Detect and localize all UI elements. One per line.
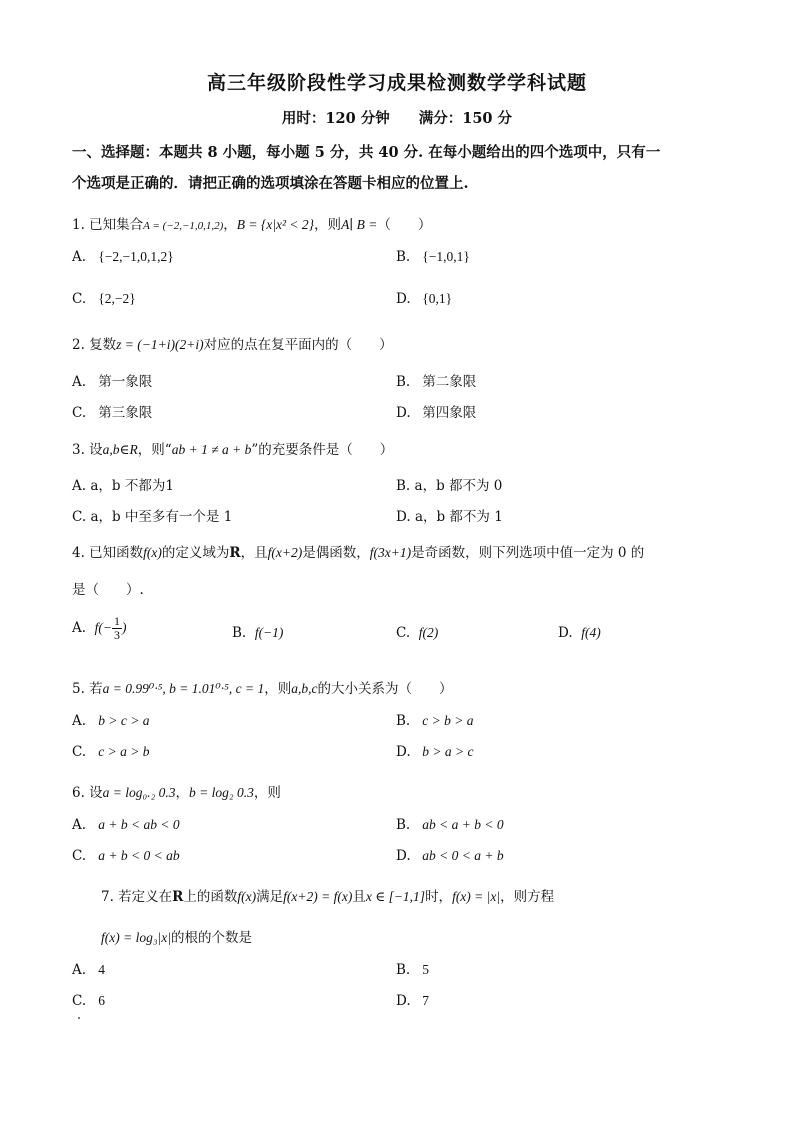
q4-text-3: ，且 [240, 545, 268, 561]
option-label: D. [396, 744, 411, 760]
stray-mark [78, 1017, 80, 1019]
q7-text-5: 时， [425, 889, 453, 905]
question-4-line2: 是（ ）. [72, 582, 144, 598]
option-text: {2,−2} [98, 291, 136, 306]
option-text: b > c > a [98, 713, 150, 728]
q7-text-4: 且 [352, 889, 366, 905]
q6-option-c[interactable] [72, 848, 180, 864]
q3-option-b[interactable] [396, 474, 502, 494]
option-text: 5 [422, 962, 430, 977]
option-label: D. [396, 993, 411, 1009]
option-text: 4 [98, 962, 106, 977]
option-text: a，b 不都为1 [90, 478, 174, 494]
option-text: a，b 中至多有一个是 1 [90, 509, 233, 525]
option-label: C. [72, 744, 87, 760]
option-label: B. [396, 713, 411, 729]
option-label: D. [396, 509, 411, 525]
option-label: B. [396, 817, 411, 833]
q2-expr: z = (−1+i)(2+i) [116, 337, 204, 352]
q4-f1: f(x) [143, 545, 162, 560]
q3-text: 设 [89, 442, 103, 458]
q3-vars: a,b∈R [102, 442, 138, 457]
q4-f2: f(x+2) [267, 545, 303, 560]
option-label: D. [396, 291, 411, 307]
q7-text: 若定义在 [118, 889, 173, 905]
q6-option-a[interactable] [72, 817, 180, 833]
q7-option-a[interactable] [72, 962, 105, 978]
q3-text-3: ”的充要条件是（ ） [251, 442, 394, 458]
option-text: ab < 0 < a + b [422, 848, 504, 863]
q1-text-2: ，则 [314, 217, 342, 233]
option-label: C. [72, 509, 87, 525]
q4-number: 4. [72, 545, 90, 561]
q1-text: 已知集合 [89, 217, 144, 233]
option-label: C. [72, 405, 87, 421]
q1-option-d[interactable] [396, 291, 452, 307]
q5-text-3: 的大小关系为（ ） [317, 681, 453, 697]
option-label: D. [396, 405, 411, 421]
q7-text-2: 上的函数 [183, 889, 238, 905]
denominator: 3 [114, 628, 120, 642]
q3-option-c[interactable] [72, 505, 232, 525]
q1-sep: ， [223, 217, 237, 233]
q4-option-b[interactable] [232, 625, 283, 641]
q1-expr: A∣ B = [341, 217, 378, 232]
option-text-close: ) [122, 620, 127, 635]
q1-set-a: A = (−2,−1,0,1,2) [143, 220, 224, 232]
q3-option-a[interactable] [72, 474, 174, 494]
q5-vars: a,b,c [291, 681, 318, 696]
q2-text: 复数 [89, 337, 117, 353]
q7-eq1: f(x+2) = f(x) [283, 889, 353, 904]
option-label: A. [72, 374, 87, 390]
q7-text-3: 满足 [256, 889, 284, 905]
q4-text-2: 的定义域为 [161, 545, 230, 561]
q2-option-a[interactable] [72, 370, 152, 390]
q1-text-3: （ ） [377, 217, 432, 233]
q5-text-2: ，则 [264, 681, 292, 697]
question-2 [72, 333, 393, 353]
q3-option-d[interactable] [396, 505, 503, 525]
option-text: 第四象限 [422, 405, 477, 421]
q1-option-a[interactable] [72, 249, 174, 265]
q7-option-c[interactable] [72, 993, 105, 1009]
option-label: C. [72, 291, 87, 307]
option-text: {0,1} [422, 291, 453, 306]
q7-text-6: ，则方程 [500, 889, 555, 905]
q3-text-2: ，则“ [137, 442, 172, 458]
question-7 [101, 885, 554, 905]
q5-expr: a = 0.99⁰·⁵, b = 1.01⁰·⁵, c = 1 [102, 681, 265, 696]
option-text: f(− [94, 620, 112, 635]
option-label: A. [72, 620, 87, 636]
q2-option-b[interactable] [396, 370, 476, 390]
option-label: B. [396, 478, 411, 494]
q7-number: 7. [101, 889, 119, 905]
q1-number: 1. [72, 217, 90, 233]
q2-text-2: 对应的点在复平面内的（ ） [203, 337, 393, 353]
option-text: 第二象限 [422, 374, 477, 390]
q6-text: 设 [89, 785, 103, 801]
exam-info: 用时：120 分钟 满分：150 分 [281, 110, 513, 127]
option-text: 第三象限 [98, 405, 153, 421]
q5-number: 5. [72, 681, 90, 697]
option-text: 7 [422, 993, 430, 1008]
q4-option-c[interactable] [396, 625, 438, 641]
question-1 [72, 213, 431, 233]
q4-f3: f(3x+1) [369, 545, 412, 560]
q5-text: 若 [89, 681, 103, 697]
option-text: a + b < ab < 0 [98, 817, 180, 832]
option-text: a，b 都不为 1 [414, 509, 503, 525]
q7-option-d[interactable] [396, 993, 429, 1009]
q7-option-b[interactable] [396, 962, 429, 978]
q1-option-b[interactable] [396, 249, 470, 265]
option-text: b > a > c [422, 744, 474, 759]
q7-R: R [172, 889, 184, 905]
q6-option-d[interactable] [396, 848, 504, 864]
numerator: 1 [114, 614, 120, 628]
q2-option-d[interactable] [396, 401, 476, 421]
q5-option-d[interactable] [396, 744, 474, 760]
page-title: 高三年级阶段性学习成果检测数学学科试题 [206, 72, 587, 94]
section-heading-line2: 个选项是正确的．请把正确的选项填涂在答题卡相应的位置上. [72, 175, 469, 192]
option-label: C. [396, 625, 411, 641]
q4-text-4: 是偶函数， [302, 545, 370, 561]
fraction [112, 615, 122, 642]
option-text: 6 [98, 993, 106, 1008]
option-label: A. [72, 478, 87, 494]
q7-line2-text: 的根的个数是 [170, 930, 252, 946]
question-5 [72, 677, 452, 697]
q7-f1: f(x) [237, 889, 257, 904]
q2-number: 2. [72, 337, 90, 353]
q6-b-expr: b = log₂ 0.3 [189, 785, 254, 800]
q6-a-expr: a = log₀.₂ 0.3 [102, 785, 176, 800]
q2-option-c[interactable] [72, 401, 152, 421]
option-label: B. [396, 249, 411, 265]
option-text: {−1,0,1} [422, 249, 470, 264]
section-heading-line1: 一、选择题：本题共 8 小题，每小题 5 分，共 40 分. 在每小题给出的四个选项中，只有一 [72, 144, 661, 161]
option-label: C. [72, 993, 87, 1009]
option-text: a，b 都不为 0 [414, 478, 503, 494]
option-text: f(4) [581, 625, 601, 640]
q7-cond: x ∈ [−1,1] [365, 889, 426, 904]
option-label: A. [72, 713, 87, 729]
question-4 [72, 541, 644, 561]
option-text: a + b < 0 < ab [98, 848, 180, 863]
q6-sep: ， [175, 785, 190, 801]
q5-option-c[interactable] [72, 744, 150, 760]
q1-option-c[interactable] [72, 291, 136, 307]
question-3 [72, 438, 393, 458]
option-label: B. [232, 625, 247, 641]
option-label: B. [396, 962, 411, 978]
question-6 [72, 781, 281, 801]
option-text: f(−1) [254, 625, 284, 640]
q5-option-a[interactable] [72, 713, 150, 729]
option-label: B. [396, 374, 411, 390]
q3-expr: ab + 1 ≠ a + b [171, 442, 252, 457]
q4-option-d[interactable] [558, 625, 601, 641]
q7-eq2: f(x) = |x| [452, 889, 501, 904]
option-text: {−2,−1,0,1,2} [98, 249, 174, 264]
option-text: 第一象限 [98, 374, 153, 390]
option-label: D. [396, 848, 411, 864]
q1-set-b: B = {x|x² < 2} [236, 217, 315, 232]
q3-number: 3. [72, 442, 90, 458]
q6-text-2: ，则 [253, 785, 281, 801]
option-text: c > a > b [98, 744, 150, 759]
option-text: ab < a + b < 0 [422, 817, 504, 832]
option-label: A. [72, 249, 87, 265]
option-label: D. [558, 625, 573, 641]
q4-option-a[interactable] [72, 615, 127, 642]
option-label: C. [72, 848, 87, 864]
q4-text: 已知函数 [89, 545, 144, 561]
q4-text-5: 是奇函数，则下列选项中值一定为 0 的 [411, 545, 645, 561]
q6-number: 6. [72, 785, 90, 801]
q7-line2-expr: f(x) = log₃|x| [101, 930, 171, 945]
option-label: A. [72, 962, 87, 978]
option-text: c > b > a [422, 713, 474, 728]
option-text: f(2) [418, 625, 439, 640]
option-label: A. [72, 817, 87, 833]
q5-option-b[interactable] [396, 713, 474, 729]
q6-option-b[interactable] [396, 817, 504, 833]
question-7-line2 [101, 926, 252, 946]
q4-R: R [229, 545, 241, 561]
